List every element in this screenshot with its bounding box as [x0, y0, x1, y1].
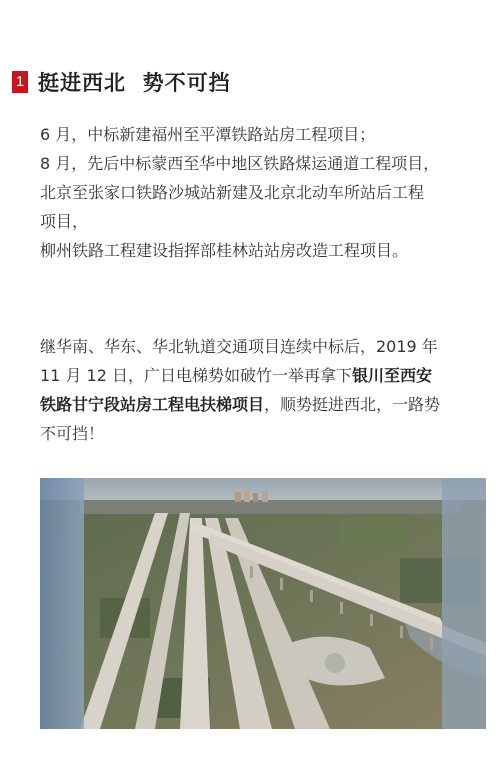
railway-viaduct-photo — [40, 478, 486, 729]
section-header — [12, 66, 231, 98]
section-title: 挺进西北 势不可挡 — [38, 71, 231, 95]
paragraph-text: ，顺势挺进西北，一路势 — [264, 395, 441, 414]
project-list-paragraph — [40, 120, 490, 265]
paragraph-line: 8 月，先后中标蒙西至华中地区铁路煤运通道工程项目， — [40, 154, 440, 173]
highlighted-project-text: 铁路甘宁段站房工程电扶梯项目 — [40, 395, 265, 414]
paragraph-line — [40, 361, 492, 390]
paragraph-line: 6 月，中标新建福州至平潭铁路站房工程项目； — [40, 125, 376, 144]
highlighted-project-text: 银川至西安 — [351, 366, 432, 385]
paragraph-line: 柳州铁路工程建设指挥部桂林站站房改造工程项目。 — [40, 241, 409, 260]
section-number-badge: 1 — [12, 71, 28, 93]
paragraph-text: 11 月 12 日，广日电梯势如破竹一举再拿下 — [40, 366, 352, 385]
paragraph-line: 不可挡！ — [40, 424, 105, 443]
summary-paragraph — [40, 332, 492, 448]
paragraph-line: 项目， — [40, 212, 89, 231]
paragraph-line — [40, 390, 492, 419]
paragraph-line: 继华南、华东、华北轨道交通项目连续中标后，2019 年 — [40, 337, 438, 356]
paragraph-line: 北京至张家口铁路沙城站新建及北京北动车所站后工程 — [40, 183, 425, 202]
